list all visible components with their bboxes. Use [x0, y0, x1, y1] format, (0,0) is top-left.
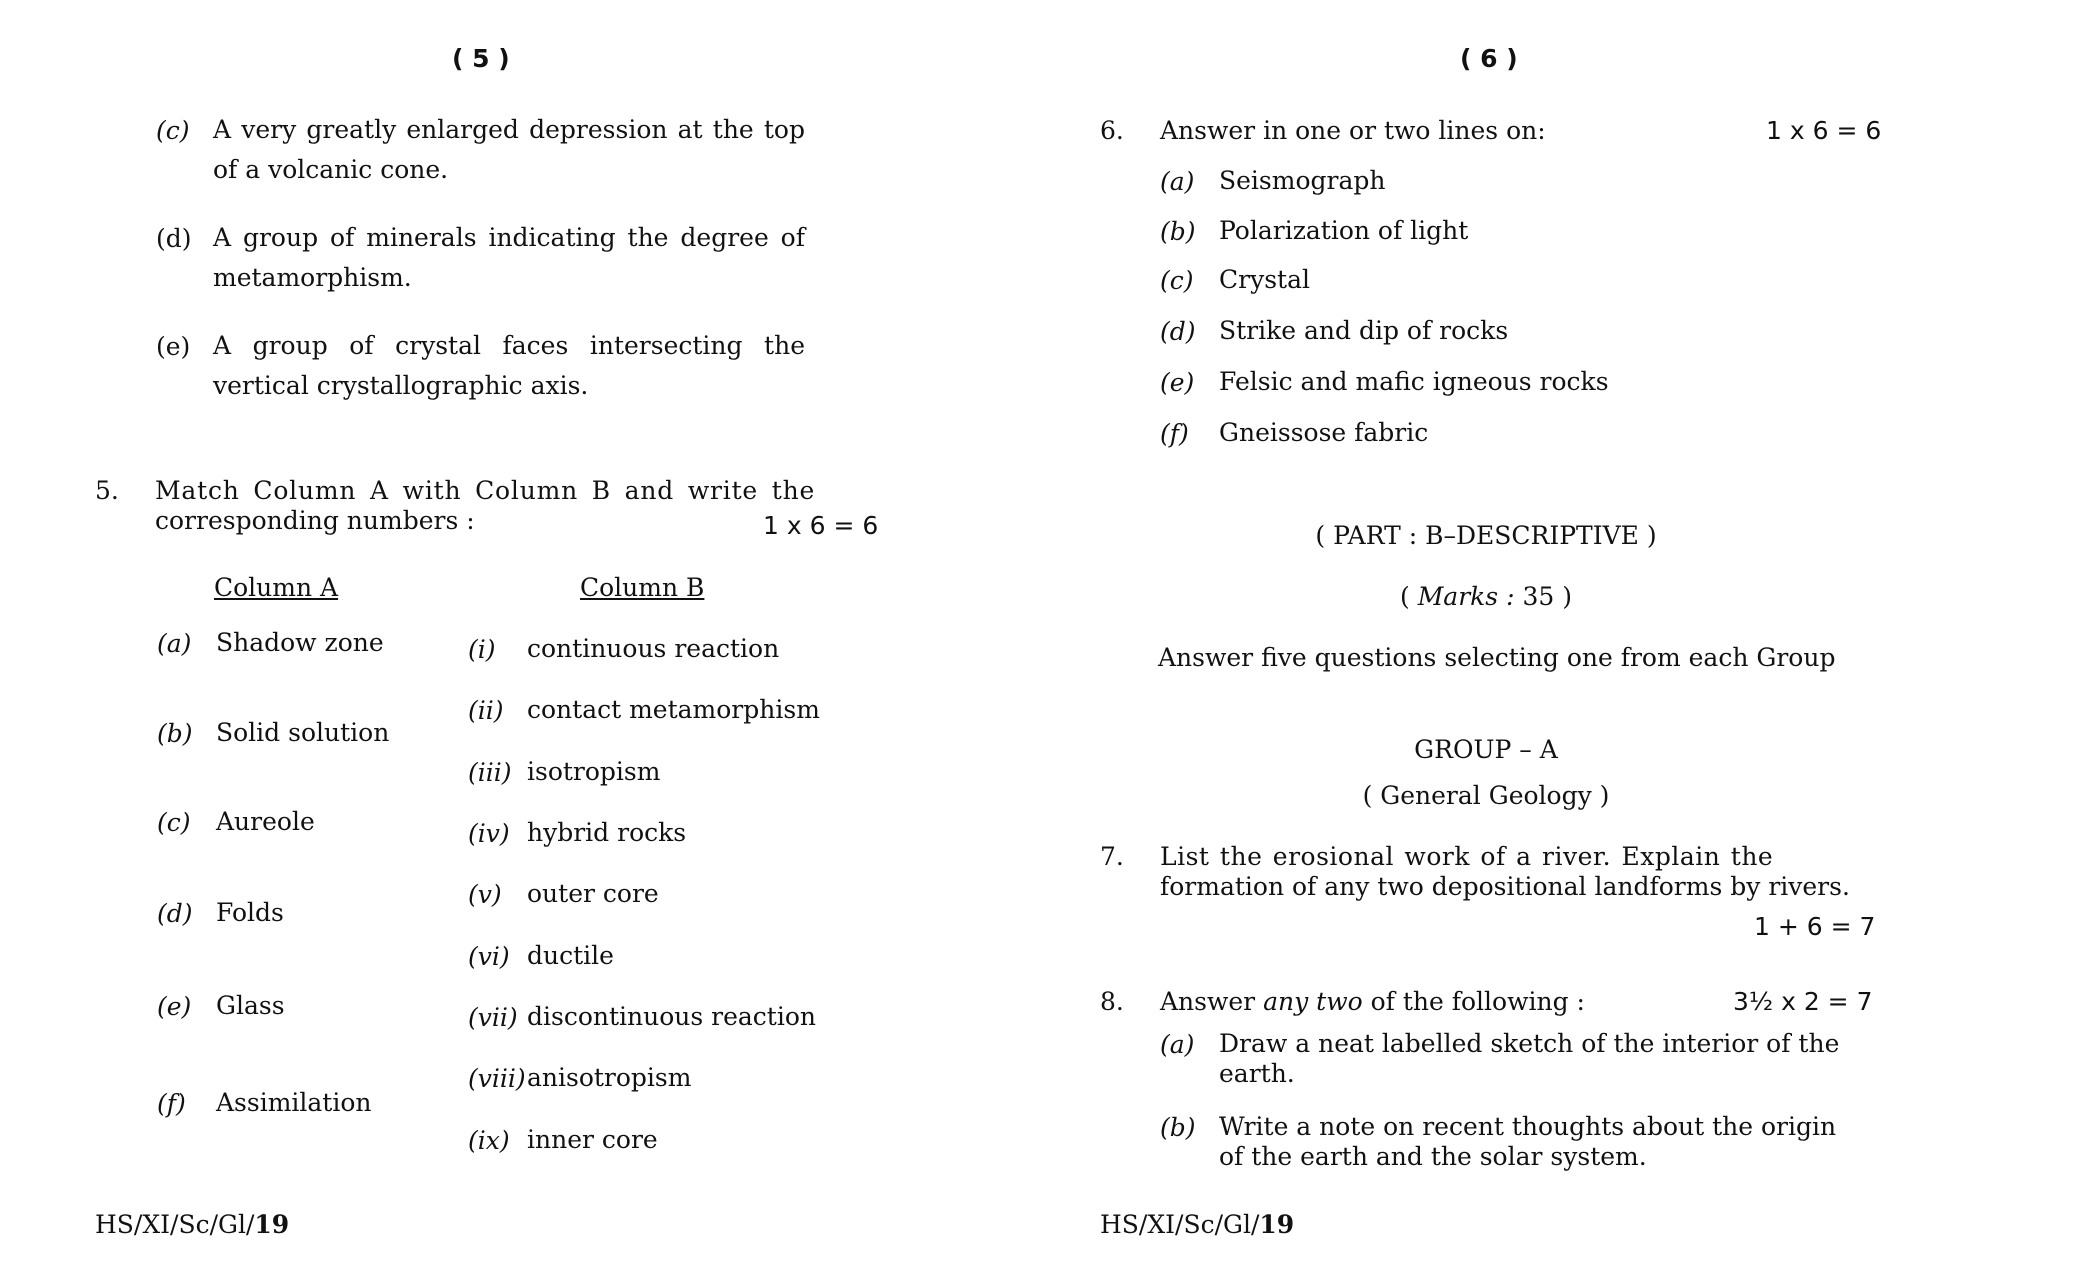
q8-text-post: of the following :: [1362, 987, 1585, 1016]
item-text: A very greatly enlarged depression at the top of a volcanic cone.: [213, 115, 805, 184]
column-b-item: anisotropism: [527, 1063, 692, 1092]
marks-heading-open: (: [1400, 582, 1418, 611]
item-text: Draw a neat labelled sketch of the interior of the: [1219, 1029, 1840, 1058]
column-b-item: isotropism: [527, 757, 661, 786]
item-label: (a): [1160, 1030, 1195, 1059]
item-text: Crystal: [1219, 265, 1310, 294]
column-a-label: (e): [157, 992, 192, 1021]
item-label: (e): [1160, 368, 1195, 397]
column-b-item: hybrid rocks: [527, 818, 687, 847]
item-text: Strike and dip of rocks: [1219, 316, 1509, 345]
q8-text-em: any two: [1263, 987, 1363, 1016]
marks-heading: [1160, 582, 1812, 611]
column-b-label: (iii): [468, 758, 512, 787]
column-b-label: (vii): [468, 1003, 518, 1032]
question-text: List the erosional work of a river. Explain the: [1160, 842, 1774, 871]
column-b-item: ductile: [527, 941, 614, 970]
q8-text-pre: Answer: [1160, 987, 1264, 1016]
question-text: [1160, 987, 1585, 1016]
item-text: earth.: [1219, 1059, 1295, 1088]
column-b-item: discontinuous reaction: [527, 1002, 817, 1031]
column-b-label: (ix): [468, 1126, 510, 1155]
item-label: (b): [1160, 1113, 1196, 1142]
column-b-label: (iv): [468, 819, 510, 848]
column-a-label: (f): [157, 1089, 186, 1118]
footer-code: [95, 1210, 289, 1239]
column-b-label: (i): [468, 635, 496, 664]
footer-code: [1100, 1210, 1294, 1239]
item-text: Seismograph: [1219, 166, 1386, 195]
question-number: 6.: [1100, 116, 1124, 145]
item-label: (c): [156, 116, 190, 145]
marks: 1 x 6 = 6: [1766, 116, 1882, 145]
column-a-label: (b): [157, 719, 193, 748]
group-subheading: ( General Geology ): [1362, 781, 1610, 810]
item-text: of the earth and the solar system.: [1219, 1142, 1647, 1171]
item-text: Gneissose fabric: [1219, 418, 1429, 447]
page-number-left: ( 5 ): [452, 44, 510, 73]
item-label: (d): [156, 224, 192, 253]
question-text: formation of any two depositional landforms by rivers.: [1160, 872, 1850, 901]
part-heading: ( PART : B–DESCRIPTIVE ): [1315, 521, 1657, 550]
item-text: Polarization of light: [1219, 216, 1469, 245]
column-b-header: Column B: [580, 573, 705, 602]
item-label: (d): [1160, 317, 1196, 346]
column-b-item: inner core: [527, 1125, 658, 1154]
column-b-label: (ii): [468, 696, 504, 725]
column-a-item: Glass: [216, 991, 285, 1020]
item-label: (c): [1160, 266, 1194, 295]
column-b-label: (viii): [468, 1064, 526, 1093]
item-label: (b): [1160, 217, 1196, 246]
column-a-label: (a): [157, 629, 192, 658]
column-b-label: (vi): [468, 942, 510, 971]
item-label: (a): [1160, 167, 1195, 196]
item-text: A group of minerals indicating the degree of metamorphism.: [213, 223, 805, 292]
column-b-item: continuous reaction: [527, 634, 780, 663]
question-number: 7.: [1100, 842, 1124, 871]
column-a-label: (d): [157, 899, 193, 928]
marks-heading-label: Marks :: [1417, 582, 1515, 611]
column-a-item: Solid solution: [216, 718, 390, 747]
column-a-item: Folds: [216, 898, 284, 927]
page-number-right: ( 6 ): [1460, 44, 1518, 73]
footer-code-text: HS/XI/Sc/Gl/: [95, 1210, 255, 1239]
instruction: Answer five questions selecting one from each Group: [1158, 643, 1836, 672]
column-a-item: Aureole: [216, 807, 315, 836]
marks: 1 x 6 = 6: [763, 511, 879, 540]
group-heading: GROUP – A: [1414, 735, 1558, 764]
question-text: Answer in one or two lines on:: [1160, 116, 1546, 145]
column-b-label: (v): [468, 880, 502, 909]
marks-heading-value: 35 ): [1514, 582, 1572, 611]
marks: 1 + 6 = 7: [1754, 912, 1876, 941]
item-label: (e): [156, 332, 191, 361]
column-b-item: outer core: [527, 879, 659, 908]
item-text: Felsic and mafic igneous rocks: [1219, 367, 1609, 396]
column-a-item: Shadow zone: [216, 628, 384, 657]
footer-code-text: HS/XI/Sc/Gl/: [1100, 1210, 1260, 1239]
item-text: A group of crystal faces intersecting the vertical crystallographic axis.: [213, 331, 805, 400]
column-a-label: (c): [157, 808, 191, 837]
marks: 3½ x 2 = 7: [1733, 987, 1873, 1016]
question-text: corresponding numbers :: [155, 506, 475, 535]
column-b-item: contact metamorphism: [527, 695, 820, 724]
question-text: Match Column A with Column B and write the: [155, 476, 816, 505]
footer-year: 19: [254, 1210, 290, 1239]
question-number: 8.: [1100, 987, 1124, 1016]
column-a-header: Column A: [214, 573, 339, 602]
column-a-item: Assimilation: [216, 1088, 372, 1117]
footer-year: 19: [1259, 1210, 1295, 1239]
item-text: Write a note on recent thoughts about the origin: [1219, 1112, 1837, 1141]
item-label: (f): [1160, 419, 1189, 448]
question-number: 5.: [95, 476, 119, 505]
